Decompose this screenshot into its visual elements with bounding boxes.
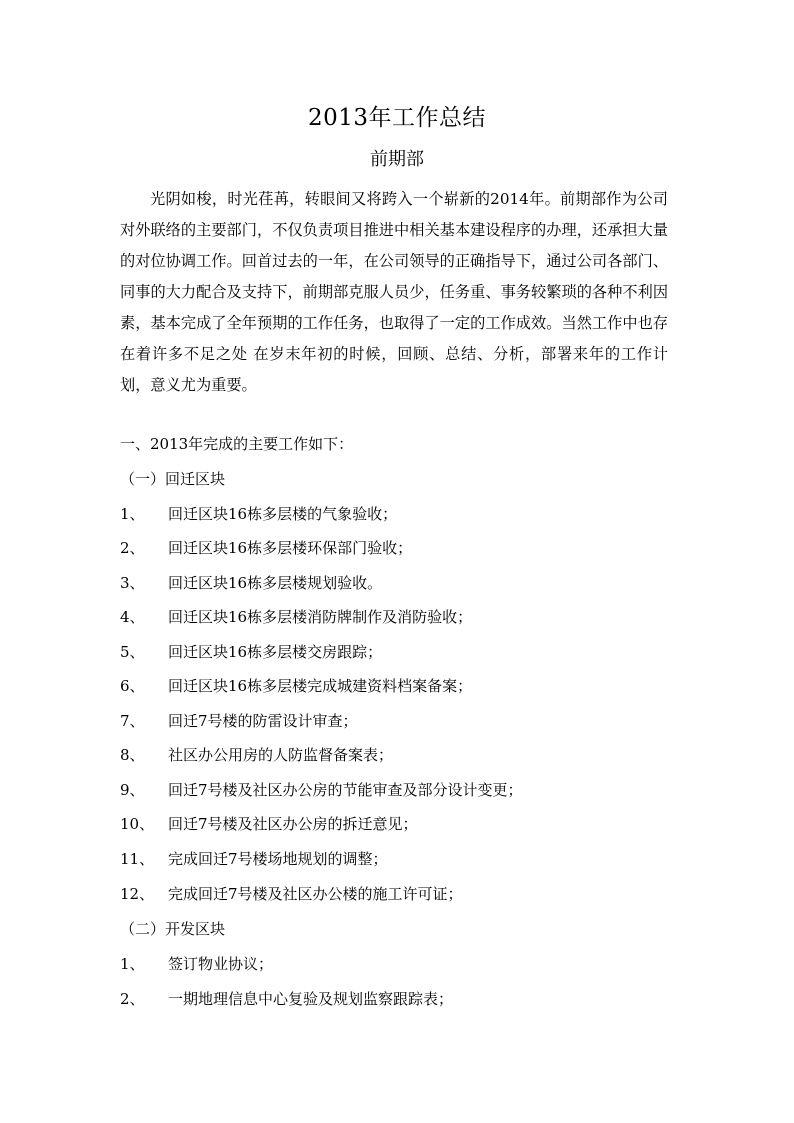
list-item-number: 6、 [120, 677, 145, 695]
list-item-text: 回迁7号楼的防雷设计审查； [168, 712, 358, 730]
list-item-text: 回迁区块16栋多层楼完成城建资料档案备案； [168, 677, 473, 695]
list-item-text: 回迁7号楼及社区办公房的节能审查及部分设计变更； [168, 781, 523, 799]
list-item [120, 537, 412, 559]
department-name: 前期部 [370, 149, 424, 170]
list-item-text: 签订物业协议； [168, 955, 274, 973]
list-item-text: 回迁区块16栋多层楼的气象验收； [168, 505, 398, 523]
list-item-number: 2、 [120, 539, 145, 557]
intro-paragraph: 光阴如梭，时光荏苒，转眼间又将跨入一个崭新的2014年。前期部作为公司对外联络的主要部门，不仅负责项目推进中相关基本建设程序的办理，还承担大量的对位协调工作。回首过去的一年，在公司领导的正确指导下，通过公司各部门、同事的大力配合及支持下，前期部克服人员少，任务重、事务较繁琐的各种不利因素，基本完成了全年预期的工作任务，也取得了一定的工作成效。当然工作中也存在着许多不足之处 在岁末年初的时候，回顾、总结、分析，部署来年的工作计划，意义尤为重要。 [120, 190, 668, 394]
list-item-number: 5、 [120, 643, 145, 661]
list-item [120, 813, 418, 835]
list-item-number: 3、 [120, 574, 145, 592]
subsection-heading-development: （二）开发区块 [120, 920, 226, 938]
list-item-number: 11、 [120, 850, 155, 868]
list-item [120, 606, 472, 628]
list-item [120, 675, 472, 697]
list-item [120, 779, 523, 801]
list-item-text: 完成回迁7号楼场地规划的调整； [168, 850, 388, 868]
section-heading: 一、2013年完成的主要工作如下： [120, 435, 354, 453]
list-item [120, 988, 453, 1010]
list-item-text: 社区办公用房的人防监督备案表； [168, 746, 394, 764]
list-item [120, 503, 397, 525]
list-item-text: 回迁区块16栋多层楼规划验收。 [168, 574, 383, 592]
list-item-text: 回迁区块16栋多层楼消防牌制作及消防验收； [168, 608, 473, 626]
list-item-number: 8、 [120, 746, 145, 764]
list-item-number: 4、 [120, 608, 145, 626]
list-item [120, 848, 388, 870]
list-item-text: 完成回迁7号楼及社区办公楼的施工许可证； [168, 885, 463, 903]
list-item-number: 2、 [120, 990, 145, 1008]
list-item-number: 1、 [120, 505, 145, 523]
list-item-text: 一期地理信息中心复验及规划监察跟踪表； [168, 990, 454, 1008]
document-title: 2013年工作总结 [307, 105, 487, 131]
list-item [120, 744, 393, 766]
list-item [120, 883, 463, 905]
list-item-number: 12、 [120, 885, 155, 903]
list-item [120, 572, 382, 594]
list-item [120, 641, 382, 663]
list-item-text: 回迁区块16栋多层楼环保部门验收； [168, 539, 413, 557]
list-item-number: 1、 [120, 955, 145, 973]
subsection-heading-relocation: （一）回迁区块 [120, 470, 226, 488]
list-item [120, 710, 358, 732]
list-item [120, 953, 273, 975]
list-item-number: 7、 [120, 712, 145, 730]
list-item-text: 回迁7号楼及社区办公房的拆迁意见； [168, 815, 418, 833]
list-item-number: 10、 [120, 815, 155, 833]
list-item-number: 9、 [120, 781, 145, 799]
list-item-text: 回迁区块16栋多层楼交房跟踪； [168, 643, 383, 661]
